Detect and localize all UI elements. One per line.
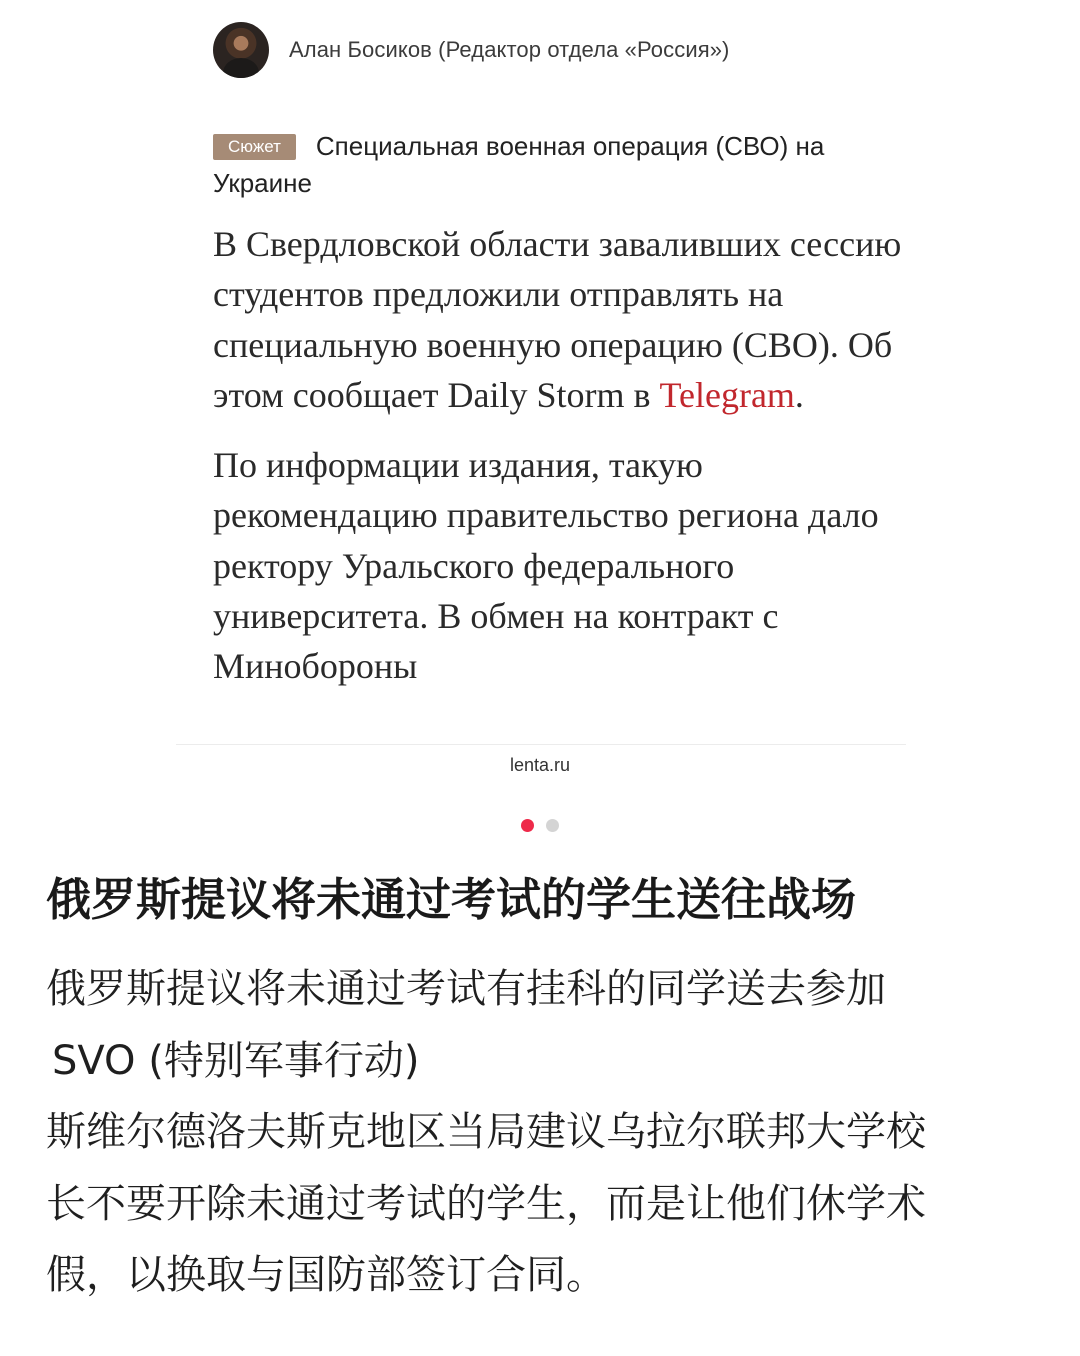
carousel-dot-2[interactable] [546,819,559,832]
article-text [213,219,913,692]
article-paragraph-1 [213,219,913,420]
paragraph-1-end: . [794,374,804,415]
text-fade-overlay [0,690,1080,748]
article-paragraph-2: По информации издания, такую рекомендацию правительство региона дало ректору Уральского федерального университета. В обмен на контракт с Минобороны [213,445,879,687]
carousel-dots [0,819,1080,833]
post-body-line-1: 俄罗斯提议将未通过考试有挂科的同学送去参加 [46,966,886,1012]
paragraph-1-text: В Свердловской области заваливших сессию студентов предложили отправлять на специальную военную операцию (СВО). Об этом сообщает Daily Storm в [213,224,902,415]
story-line [213,128,893,202]
post-body-line-3: 斯维尔德洛夫斯克地区当局建议乌拉尔联邦大学校 [46,1109,926,1155]
author-row [213,21,729,79]
telegram-link[interactable]: Telegram [659,374,795,415]
post-body-line-5: 假，以换取与国防部签订合同。 [46,1252,606,1298]
author-avatar [213,22,269,78]
carousel-dot-1[interactable] [521,819,534,832]
source-label[interactable]: lenta.ru [509,755,571,775]
post-title: 俄罗斯提议将未通过考试的学生送往战场 [46,873,857,926]
post-body [46,954,1036,1312]
story-badge[interactable]: Сюжет [213,134,296,160]
post-body-line-2: SVO (特别军事行动) [52,1037,420,1084]
author-name: Алан Босиков (Редактор отдела «Россия») [289,37,730,62]
story-title[interactable]: Специальная военная операция (СВО) на Украине [213,131,825,198]
card-divider [176,744,906,745]
post-body-line-4: 长不要开除未通过考试的学生，而是让他们休学术 [46,1180,926,1227]
